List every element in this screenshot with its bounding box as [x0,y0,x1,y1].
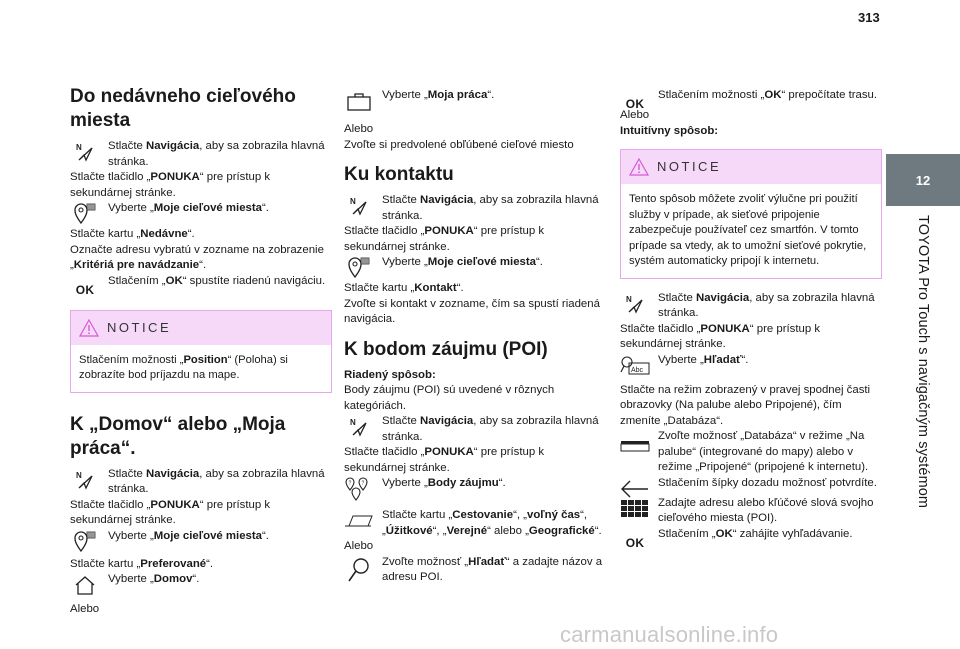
step-ok-recalc: OK Stlačením možnosti „OK“ prepočítate trasu. [620,88,882,108]
notice-text: Stlačením možnosti „Position“ (Poloha) si zobrazíte bod príjazdu na mape. [79,353,288,381]
destination-pin-icon [344,257,374,279]
step-my-destinations-3: Vyberte „Moje cieľové miesta“. [344,255,606,275]
notice-box-2 [620,149,882,279]
text-recent-tab: Stlačte kartu „Nedávne“. [70,228,195,240]
svg-text:N: N [350,418,356,427]
text-change-database: Stlačte na režim zobrazený v pravej spodnej časti obrazovky (Na palube alebo Pripojené), čím zmeníte „Databáza“. [620,383,871,427]
ok-icon: OK [75,282,95,297]
search-icon [344,559,374,581]
text-menu-button-2: Stlačte tlačidlo „PONUKA“ pre prístup k sekundárnej stránke. [70,498,271,526]
poi-icon [344,478,374,500]
notice-header [71,311,331,345]
database-bar-icon [620,435,650,457]
warning-icon [79,319,99,337]
ok-icon: OK [625,97,645,112]
svg-text:N: N [350,197,356,206]
navigation-icon [344,416,374,438]
text-menu-button: Stlačte tlačidlo „PONUKA“ pre prístup k sekundárnej stránke. [70,171,271,199]
text-poi-categories: Body záujmu (POI) sú uvedené v rôznych kategóriách. [344,384,555,412]
text-menu-button-4: Stlačte tlačidlo „PONUKA“ pre prístup k sekundárnej stránke. [344,446,545,474]
step-poi: ? ? Vyberte „Body záujmu“. [344,476,606,496]
svg-text:?: ? [361,480,365,487]
text-contact-tab: Stlačte kartu „Kontakt“. [344,282,464,294]
step-search: Abc Vyberte „Hľadať“. [620,353,882,373]
step-navigation-5: N Stlačte Navigácia, aby sa zobrazila hlavná stránka. [620,291,882,322]
svg-text:N: N [76,470,82,480]
chapter-number: 12 [915,172,931,188]
step-navigation-2: N Stlačte Navigácia, aby sa zobrazila hlavná stránka. [70,467,332,498]
destination-pin-icon [70,531,100,553]
text-choose-contact: Zvoľte si kontakt v zozname, čím sa spustí riadená navigácia. [344,297,600,325]
step-poi-tabs: Stlačte kartu „Cestovanie“, „voľný čas“, „Úžitkové“, „Verejné“ alebo „Geografické“. [344,508,606,539]
text-preferred-tab: Stlačte kartu „Preferované“. [70,557,214,570]
tabs-icon [344,510,374,532]
ok-icon: OK [625,535,645,550]
text-or: Alebo [344,123,374,135]
text-menu-button-5: Stlačte tlačidlo „PONUKA“ pre prístup k sekundárnej stránke. [620,322,821,350]
notice-text: Tento spôsob môžete zvoliť výlučne pri použití služby v prípade, ak sieťové pripojenie zabezpečuje používateľ cez smartfón. V tomto prípade sa vtedy, ak to umožní sieťové pokrytie, systém automaticky pripojí k internetu. [629,193,867,267]
heading-home-work: K „Domov“ alebo „Moja práca“. [70,413,286,459]
chapter-tab[interactable] [886,154,960,206]
svg-text:N: N [626,294,632,304]
navigation-icon [70,141,100,163]
notice-title: NOTICE [107,319,172,335]
navigation-icon [344,195,374,217]
heading-poi: K bodom záujmu (POI) [344,338,548,360]
step-my-work: Vyberte „Moja práca“. [344,88,606,108]
destination-pin-icon [70,203,100,225]
text-or: Alebo [344,540,374,552]
step-navigation: N Stlačte Navigácia, aby sa zobrazila hlavná stránka. [70,139,332,170]
text-default-favorite: Zvoľte si predvolené obľúbené cieľové miesto [344,138,574,151]
step-home: Vyberte „Domov“. [70,572,332,592]
column-1 [70,85,332,618]
heading-contact: Ku kontaktu [344,164,454,185]
svg-text:?: ? [348,480,352,487]
step-ok-search: OK Stlačením „OK“ zahájite vyhľadávanie. [620,527,882,547]
text-or: Alebo [70,603,100,615]
search-keyboard-icon [620,355,650,377]
navigation-icon [620,293,650,315]
briefcase-icon [344,90,374,112]
home-icon [70,574,100,596]
step-my-destinations: Vyberte „Moje cieľové miesta“. [70,201,332,221]
step-keyboard: Zadajte adresu alebo kľúčové slová svojho cieľového miesta (POI). [620,496,882,527]
step-ok: OK Stlačením „OK“ spustíte riadenú navigáciu. [70,274,332,294]
heading-recent-destination: Do nedávneho cieľového miesta [70,86,296,131]
text-select-address: Označte adresu vybratú v zozname na zobrazenie „Kritériá pre navádzanie“. [70,243,324,271]
step-my-destinations-2: Vyberte „Moje cieľové miesta“. [70,529,332,549]
page-number: 313 [858,10,880,25]
column-3 [620,88,882,550]
warning-icon [629,158,649,176]
step-navigation-4: N Stlačte Navigácia, aby sa zobrazila hlavná stránka. [344,414,606,445]
step-navigation-3: N Stlačte Navigácia, aby sa zobrazila hlavná stránka. [344,193,606,224]
watermark: carmanualsonline.info [560,622,779,647]
svg-text:Abc: Abc [631,366,644,374]
chapter-title: TOYOTA Pro Touch s navigačným systémom [915,215,931,509]
navigation-icon [70,469,100,491]
notice-box [70,310,332,393]
keyboard-icon [620,498,650,520]
svg-text:N: N [76,143,82,152]
text-menu-button-3: Stlačte tlačidlo „PONUKA“ pre prístup k sekundárnej stránke. [344,225,545,253]
text-or: Alebo [620,109,650,121]
notice-header [621,150,881,184]
notice-title: NOTICE [657,159,722,175]
step-back: Stlačením šípky dozadu možnosť potvrdíte. [620,476,882,496]
column-2 [344,88,606,586]
subheading-intuitive: Intuitívny spôsob: [620,124,719,137]
step-search-poi: Zvoľte možnosť „Hľadať“ a zadajte názov a adresu POI. [344,555,606,586]
step-database: Zvoľte možnosť „Databáza“ v režime „Na palube“ (integrované do mapy) alebo v režime „Pripojené“ (pripojené k internetu). [620,429,882,476]
subheading-guided: Riadený spôsob: [344,368,436,381]
